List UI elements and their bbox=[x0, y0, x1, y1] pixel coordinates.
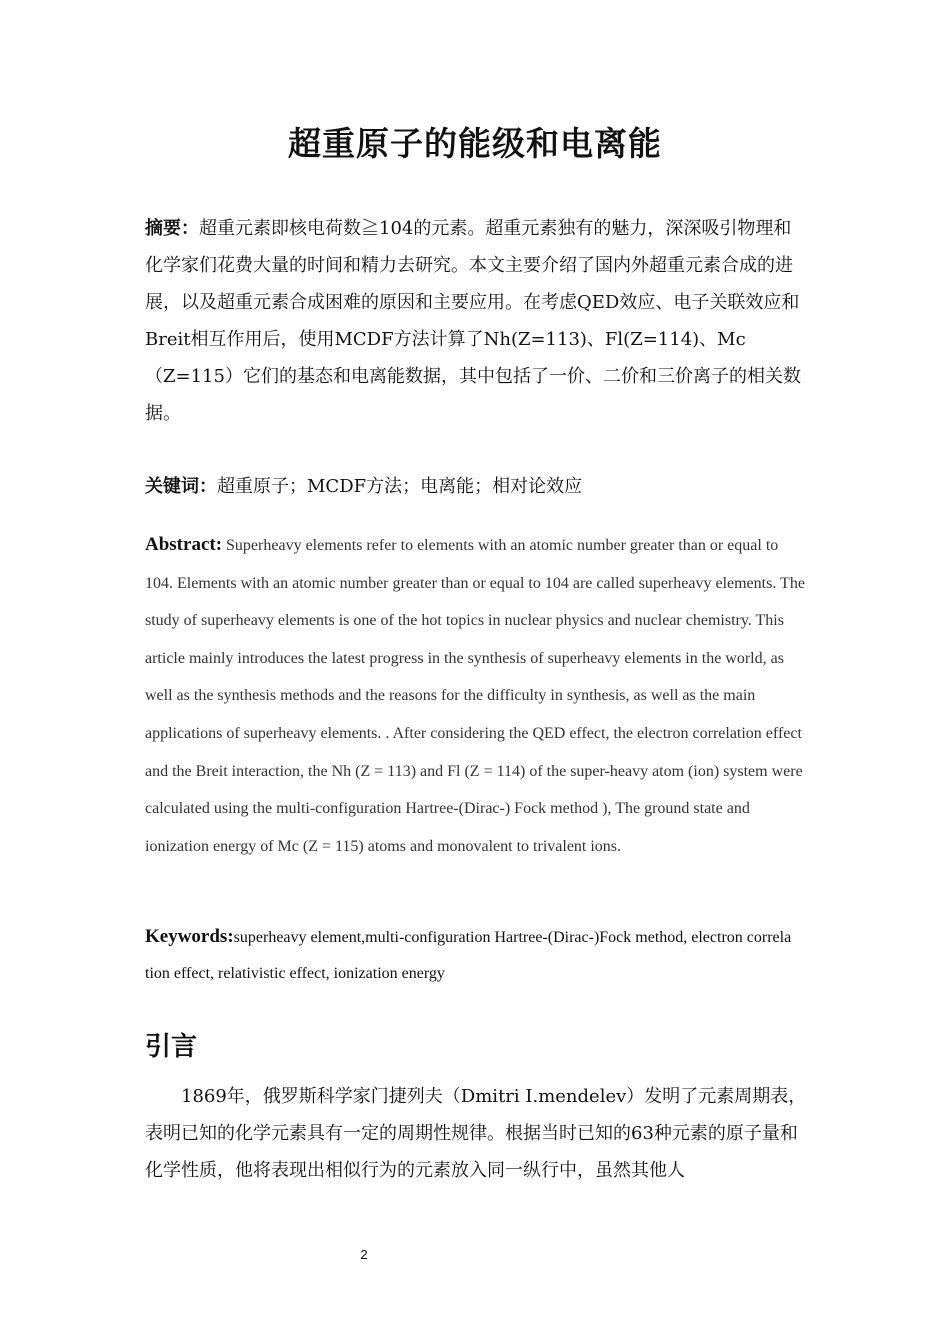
paper-title: 超重原子的能级和电离能 bbox=[288, 124, 662, 163]
keywords-cn-text: 超重原子；MCDF方法；电离能；相对论效应 bbox=[217, 476, 583, 497]
abstract-cn-label: 摘要： bbox=[145, 218, 199, 239]
abstract-cn bbox=[145, 210, 807, 432]
section-heading: 引言 bbox=[145, 1032, 198, 1062]
keywords-cn-label: 关键词： bbox=[145, 476, 217, 497]
page-number: 2 bbox=[360, 1247, 368, 1262]
keywords-en-text: superheavy element,multi-configuration Hartree-(Dirac-)Fock method, electron correla tion effect, relativistic effect, ionization energy bbox=[145, 929, 792, 982]
keywords-cn bbox=[145, 468, 807, 505]
section-paragraph: 1869年，俄罗斯科学家门捷列夫（Dmitri I.mendelev）发明了元素周期表，表明已知的化学元素具有一定的周期性规律。根据当时已知的63种元素的原子量和化学性质，他将表现出相似行为的元素放入同一纵行中，虽然其他人 bbox=[145, 1086, 807, 1181]
keywords-en-label: Keywords: bbox=[145, 926, 234, 947]
abstract-en bbox=[145, 526, 810, 865]
abstract-cn-text: 超重元素即核电荷数≧104的元素。超重元素独有的魅力，深深吸引物理和化学家们花费大量的时间和精力去研究。本文主要介绍了国内外超重元素合成的进展，以及超重元素合成困难的原因和主要应用。在考虑QED效应、电子关联效应和Breit相互作用后，使用MCDF方法计算了Nh(Z=113)、Fl(Z=114)、Mc（Z=115）它们的基态和电离能数据，其中包括了一价、二价和三价离子的相关数据。 bbox=[145, 218, 801, 424]
abstract-en-text: Superheavy elements refer to elements with an atomic number greater than or equal to 104. Elements with an atomic number greater than or equal to 104 are called superheavy elements. The study of superheavy elements is one of the hot topics in nuclear physics and nuclear chemistry. This article mainly introduces the latest progress in the synthesis of superheavy elements in the world, as well as the synthesis methods and the reasons for the difficulty in synthesis, as well as the main applications of superheavy elements. . After considering the QED effect, the electron correlation effect and the Breit interaction, the Nh (Z = 113) and Fl (Z = 114) of the super-heavy atom (ion) system were calculated using the multi-configuration Hartree-(Dirac-) Fock method ), The ground state and ionization energy of Mc (Z = 115) atoms and monovalent to trivalent ions. bbox=[145, 537, 805, 855]
abstract-en-label: Abstract: bbox=[145, 534, 223, 555]
keywords-en bbox=[145, 919, 810, 992]
